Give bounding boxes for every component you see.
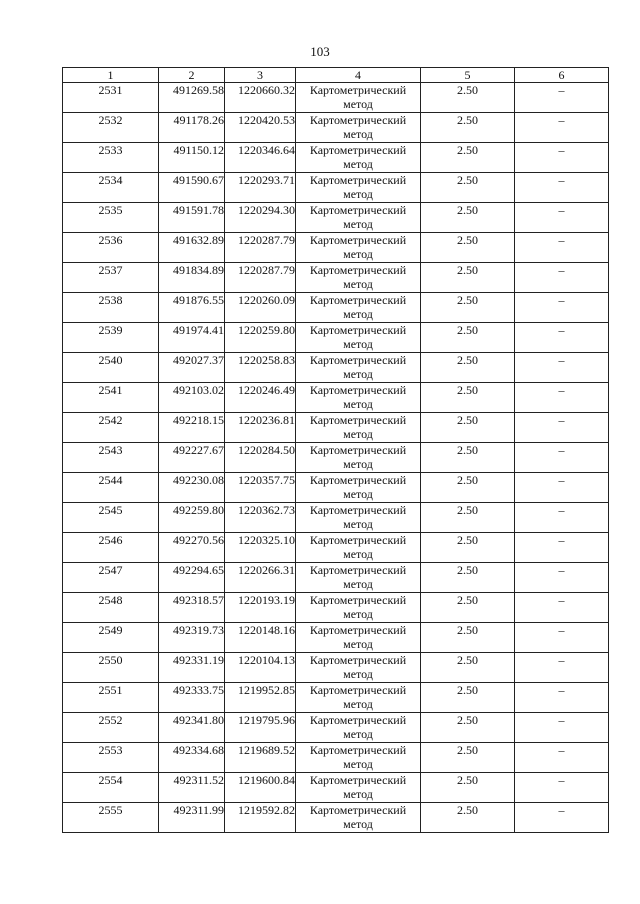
x-coordinate-cell: 491150.12 <box>159 143 225 173</box>
table-row <box>63 743 609 773</box>
method-cell: Картометрический метод <box>296 533 421 563</box>
y-coordinate-cell: 1220284.50 <box>225 443 296 473</box>
method-cell: Картометрический метод <box>296 83 421 113</box>
point-number-cell: 2547 <box>63 563 159 593</box>
point-number-cell: 2541 <box>63 383 159 413</box>
note-cell: – <box>515 593 609 623</box>
table-row <box>63 443 609 473</box>
table-row <box>63 263 609 293</box>
note-cell: – <box>515 233 609 263</box>
note-cell: – <box>515 173 609 203</box>
accuracy-cell: 2.50 <box>421 353 515 383</box>
accuracy-cell: 2.50 <box>421 323 515 353</box>
note-cell: – <box>515 743 609 773</box>
x-coordinate-cell: 492227.67 <box>159 443 225 473</box>
table-row <box>63 683 609 713</box>
method-cell: Картометрический метод <box>296 623 421 653</box>
accuracy-cell: 2.50 <box>421 533 515 563</box>
accuracy-cell: 2.50 <box>421 503 515 533</box>
note-cell: – <box>515 203 609 233</box>
accuracy-cell: 2.50 <box>421 713 515 743</box>
method-cell: Картометрический метод <box>296 293 421 323</box>
point-number-cell: 2545 <box>63 503 159 533</box>
note-cell: – <box>515 323 609 353</box>
x-coordinate-cell: 492218.15 <box>159 413 225 443</box>
accuracy-cell: 2.50 <box>421 293 515 323</box>
accuracy-cell: 2.50 <box>421 383 515 413</box>
y-coordinate-cell: 1220420.53 <box>225 113 296 143</box>
accuracy-cell: 2.50 <box>421 83 515 113</box>
y-coordinate-cell: 1220246.49 <box>225 383 296 413</box>
note-cell: – <box>515 113 609 143</box>
x-coordinate-cell: 491590.67 <box>159 173 225 203</box>
x-coordinate-cell: 491974.41 <box>159 323 225 353</box>
x-coordinate-cell: 492259.80 <box>159 503 225 533</box>
y-coordinate-cell: 1219795.96 <box>225 713 296 743</box>
method-cell: Картометрический метод <box>296 143 421 173</box>
accuracy-cell: 2.50 <box>421 143 515 173</box>
column-header: 3 <box>225 68 296 83</box>
column-header: 1 <box>63 68 159 83</box>
note-cell: – <box>515 383 609 413</box>
y-coordinate-cell: 1220259.80 <box>225 323 296 353</box>
method-cell: Картометрический метод <box>296 503 421 533</box>
point-number-cell: 2539 <box>63 323 159 353</box>
accuracy-cell: 2.50 <box>421 683 515 713</box>
x-coordinate-cell: 492333.75 <box>159 683 225 713</box>
note-cell: – <box>515 443 609 473</box>
y-coordinate-cell: 1220325.10 <box>225 533 296 563</box>
point-number-cell: 2531 <box>63 83 159 113</box>
y-coordinate-cell: 1219689.52 <box>225 743 296 773</box>
y-coordinate-cell: 1220293.71 <box>225 173 296 203</box>
point-number-cell: 2550 <box>63 653 159 683</box>
x-coordinate-cell: 492318.57 <box>159 593 225 623</box>
x-coordinate-cell: 492341.80 <box>159 713 225 743</box>
x-coordinate-cell: 492311.99 <box>159 803 225 833</box>
table-row <box>63 353 609 383</box>
point-number-cell: 2544 <box>63 473 159 503</box>
point-number-cell: 2540 <box>63 353 159 383</box>
point-number-cell: 2542 <box>63 413 159 443</box>
table-row <box>63 533 609 563</box>
column-header: 4 <box>296 68 421 83</box>
method-cell: Картометрический метод <box>296 473 421 503</box>
method-cell: Картометрический метод <box>296 203 421 233</box>
method-cell: Картометрический метод <box>296 713 421 743</box>
x-coordinate-cell: 491876.55 <box>159 293 225 323</box>
x-coordinate-cell: 492230.08 <box>159 473 225 503</box>
accuracy-cell: 2.50 <box>421 593 515 623</box>
note-cell: – <box>515 653 609 683</box>
x-coordinate-cell: 491834.89 <box>159 263 225 293</box>
point-number-cell: 2549 <box>63 623 159 653</box>
y-coordinate-cell: 1219592.82 <box>225 803 296 833</box>
column-header: 5 <box>421 68 515 83</box>
y-coordinate-cell: 1220357.75 <box>225 473 296 503</box>
table-body <box>63 83 609 833</box>
y-coordinate-cell: 1220660.32 <box>225 83 296 113</box>
note-cell: – <box>515 353 609 383</box>
table-row <box>63 323 609 353</box>
accuracy-cell: 2.50 <box>421 773 515 803</box>
x-coordinate-cell: 492270.56 <box>159 533 225 563</box>
y-coordinate-cell: 1220266.31 <box>225 563 296 593</box>
table-row <box>63 773 609 803</box>
accuracy-cell: 2.50 <box>421 203 515 233</box>
method-cell: Картометрический метод <box>296 173 421 203</box>
point-number-cell: 2548 <box>63 593 159 623</box>
accuracy-cell: 2.50 <box>421 473 515 503</box>
accuracy-cell: 2.50 <box>421 233 515 263</box>
x-coordinate-cell: 491591.78 <box>159 203 225 233</box>
point-number-cell: 2543 <box>63 443 159 473</box>
y-coordinate-cell: 1220104.13 <box>225 653 296 683</box>
x-coordinate-cell: 492103.02 <box>159 383 225 413</box>
x-coordinate-cell: 492311.52 <box>159 773 225 803</box>
accuracy-cell: 2.50 <box>421 653 515 683</box>
method-cell: Картометрический метод <box>296 323 421 353</box>
accuracy-cell: 2.50 <box>421 113 515 143</box>
method-cell: Картометрический метод <box>296 773 421 803</box>
note-cell: – <box>515 143 609 173</box>
table-row <box>63 503 609 533</box>
column-header: 2 <box>159 68 225 83</box>
point-number-cell: 2532 <box>63 113 159 143</box>
note-cell: – <box>515 803 609 833</box>
point-number-cell: 2535 <box>63 203 159 233</box>
method-cell: Картометрический метод <box>296 263 421 293</box>
note-cell: – <box>515 683 609 713</box>
y-coordinate-cell: 1220287.79 <box>225 233 296 263</box>
y-coordinate-cell: 1220362.73 <box>225 503 296 533</box>
method-cell: Картометрический метод <box>296 443 421 473</box>
y-coordinate-cell: 1220287.79 <box>225 263 296 293</box>
note-cell: – <box>515 293 609 323</box>
table-row <box>63 473 609 503</box>
accuracy-cell: 2.50 <box>421 173 515 203</box>
method-cell: Картометрический метод <box>296 113 421 143</box>
x-coordinate-cell: 492331.19 <box>159 653 225 683</box>
note-cell: – <box>515 413 609 443</box>
accuracy-cell: 2.50 <box>421 623 515 653</box>
method-cell: Картометрический метод <box>296 563 421 593</box>
accuracy-cell: 2.50 <box>421 263 515 293</box>
method-cell: Картометрический метод <box>296 803 421 833</box>
method-cell: Картометрический метод <box>296 233 421 263</box>
accuracy-cell: 2.50 <box>421 413 515 443</box>
point-number-cell: 2551 <box>63 683 159 713</box>
method-cell: Картометрический метод <box>296 683 421 713</box>
note-cell: – <box>515 473 609 503</box>
point-number-cell: 2533 <box>63 143 159 173</box>
column-header: 6 <box>515 68 609 83</box>
method-cell: Картометрический метод <box>296 743 421 773</box>
note-cell: – <box>515 773 609 803</box>
note-cell: – <box>515 623 609 653</box>
y-coordinate-cell: 1220193.19 <box>225 593 296 623</box>
point-number-cell: 2534 <box>63 173 159 203</box>
point-number-cell: 2538 <box>63 293 159 323</box>
note-cell: – <box>515 503 609 533</box>
table-row <box>63 593 609 623</box>
note-cell: – <box>515 83 609 113</box>
point-number-cell: 2536 <box>63 233 159 263</box>
note-cell: – <box>515 533 609 563</box>
table-row <box>63 653 609 683</box>
y-coordinate-cell: 1220236.81 <box>225 413 296 443</box>
point-number-cell: 2554 <box>63 773 159 803</box>
table-row <box>63 233 609 263</box>
table-row <box>63 143 609 173</box>
table-row <box>63 293 609 323</box>
table-row <box>63 173 609 203</box>
table-header-row <box>63 68 609 83</box>
point-number-cell: 2555 <box>63 803 159 833</box>
accuracy-cell: 2.50 <box>421 563 515 593</box>
x-coordinate-cell: 492319.73 <box>159 623 225 653</box>
table-row <box>63 113 609 143</box>
page-number: 103 <box>310 44 330 59</box>
x-coordinate-cell: 492027.37 <box>159 353 225 383</box>
table-row <box>63 413 609 443</box>
accuracy-cell: 2.50 <box>421 443 515 473</box>
table-row <box>63 563 609 593</box>
y-coordinate-cell: 1220260.09 <box>225 293 296 323</box>
table-row <box>63 623 609 653</box>
accuracy-cell: 2.50 <box>421 743 515 773</box>
point-number-cell: 2537 <box>63 263 159 293</box>
method-cell: Картометрический метод <box>296 383 421 413</box>
y-coordinate-cell: 1220294.30 <box>225 203 296 233</box>
note-cell: – <box>515 563 609 593</box>
y-coordinate-cell: 1220346.64 <box>225 143 296 173</box>
x-coordinate-cell: 492294.65 <box>159 563 225 593</box>
x-coordinate-cell: 491178.26 <box>159 113 225 143</box>
note-cell: – <box>515 263 609 293</box>
method-cell: Картометрический метод <box>296 353 421 383</box>
note-cell: – <box>515 713 609 743</box>
x-coordinate-cell: 491632.89 <box>159 233 225 263</box>
y-coordinate-cell: 1220258.83 <box>225 353 296 383</box>
x-coordinate-cell: 491269.58 <box>159 83 225 113</box>
table-row <box>63 713 609 743</box>
point-number-cell: 2552 <box>63 713 159 743</box>
y-coordinate-cell: 1219952.85 <box>225 683 296 713</box>
point-number-cell: 2553 <box>63 743 159 773</box>
table-row <box>63 383 609 413</box>
point-number-cell: 2546 <box>63 533 159 563</box>
y-coordinate-cell: 1220148.16 <box>225 623 296 653</box>
y-coordinate-cell: 1219600.84 <box>225 773 296 803</box>
accuracy-cell: 2.50 <box>421 803 515 833</box>
coordinates-table <box>62 67 609 833</box>
method-cell: Картометрический метод <box>296 593 421 623</box>
x-coordinate-cell: 492334.68 <box>159 743 225 773</box>
table-row <box>63 203 609 233</box>
table-row <box>63 803 609 833</box>
method-cell: Картометрический метод <box>296 413 421 443</box>
table-row <box>63 83 609 113</box>
method-cell: Картометрический метод <box>296 653 421 683</box>
